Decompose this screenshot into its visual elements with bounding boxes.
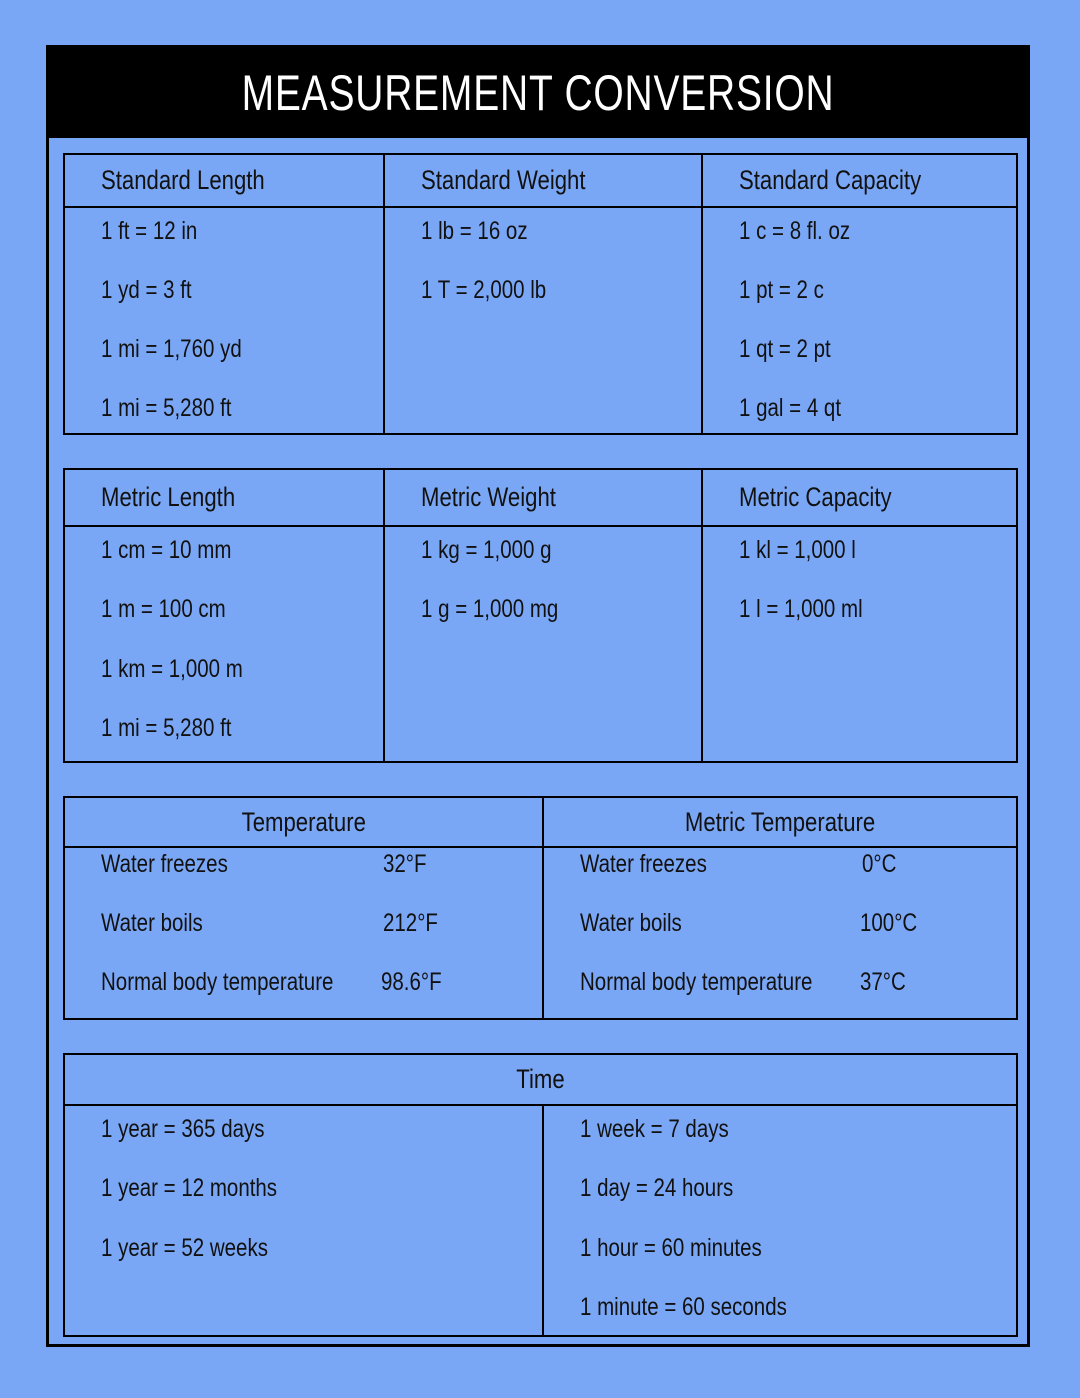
temperature-label: Normal body temperature [101,968,334,996]
list-item: 1 year = 52 weeks [101,1234,268,1262]
list-item: 1 mi = 5,280 ft [101,714,232,742]
list-item: 1 m = 100 cm [101,595,226,623]
temperature-value: 32°F [383,850,427,878]
list-item: 1 week = 7 days [580,1115,729,1143]
temperature-value: 100°C [860,909,918,937]
column-heading: Metric Capacity [703,470,1016,527]
list-item: 1 km = 1,000 m [101,655,243,683]
column-heading: Standard Weight [385,155,701,208]
temperature-value: 212°F [383,909,438,937]
temperature-table [63,796,1018,1020]
metric-table [63,468,1018,763]
list-item: 1 c = 8 fl. oz [739,217,851,245]
temperature-label: Water freezes [101,850,228,878]
list-item: 1 mi = 1,760 yd [101,335,242,363]
column-heading: Temperature [65,798,542,848]
temperature-label: Normal body temperature [580,968,813,996]
title-bar [49,48,1027,138]
metric-temperature-column [542,798,1016,1018]
temperature-column [65,798,542,1018]
list-item: 1 g = 1,000 mg [421,595,559,623]
column-heading: Standard Length [65,155,383,208]
column-heading: Metric Length [65,470,383,527]
temperature-value: 98.6°F [381,968,442,996]
column-heading: Standard Capacity [703,155,1016,208]
list-item: 1 day = 24 hours [580,1174,734,1202]
time-right-column [542,1106,1016,1335]
list-item: 1 ft = 12 in [101,217,198,245]
list-item: 1 l = 1,000 ml [739,595,863,623]
temperature-label: Water freezes [580,850,707,878]
list-item: 1 lb = 16 oz [421,217,528,245]
list-item: 1 cm = 10 mm [101,536,232,564]
list-item: 1 year = 12 months [101,1174,278,1202]
standard-table [63,153,1018,435]
list-item: 1 year = 365 days [101,1115,265,1143]
list-item: 1 pt = 2 c [739,276,824,304]
metric-capacity-column [701,470,1016,761]
list-item: 1 yd = 3 ft [101,276,192,304]
list-item: 1 qt = 2 pt [739,335,831,363]
page-title: MEASUREMENT CONVERSION [241,65,835,121]
time-left-column [65,1106,542,1335]
conversion-sheet [46,45,1030,1347]
metric-weight-column [383,470,701,761]
standard-length-column [65,155,383,433]
list-item: 1 kl = 1,000 l [739,536,856,564]
column-heading: Metric Weight [385,470,701,527]
standard-weight-column [383,155,701,433]
temperature-label: Water boils [101,909,203,937]
metric-length-column [65,470,383,761]
list-item: 1 T = 2,000 lb [421,276,547,304]
list-item: 1 gal = 4 qt [739,394,842,422]
list-item: 1 kg = 1,000 g [421,536,552,564]
time-heading: Time [65,1055,1016,1106]
list-item: 1 hour = 60 minutes [580,1234,762,1262]
temperature-value: 0°C [862,850,897,878]
time-table [63,1053,1018,1337]
list-item: 1 minute = 60 seconds [580,1293,787,1321]
standard-capacity-column [701,155,1016,433]
temperature-value: 37°C [860,968,906,996]
list-item: 1 mi = 5,280 ft [101,394,232,422]
temperature-label: Water boils [580,909,682,937]
column-heading: Metric Temperature [544,798,1016,848]
